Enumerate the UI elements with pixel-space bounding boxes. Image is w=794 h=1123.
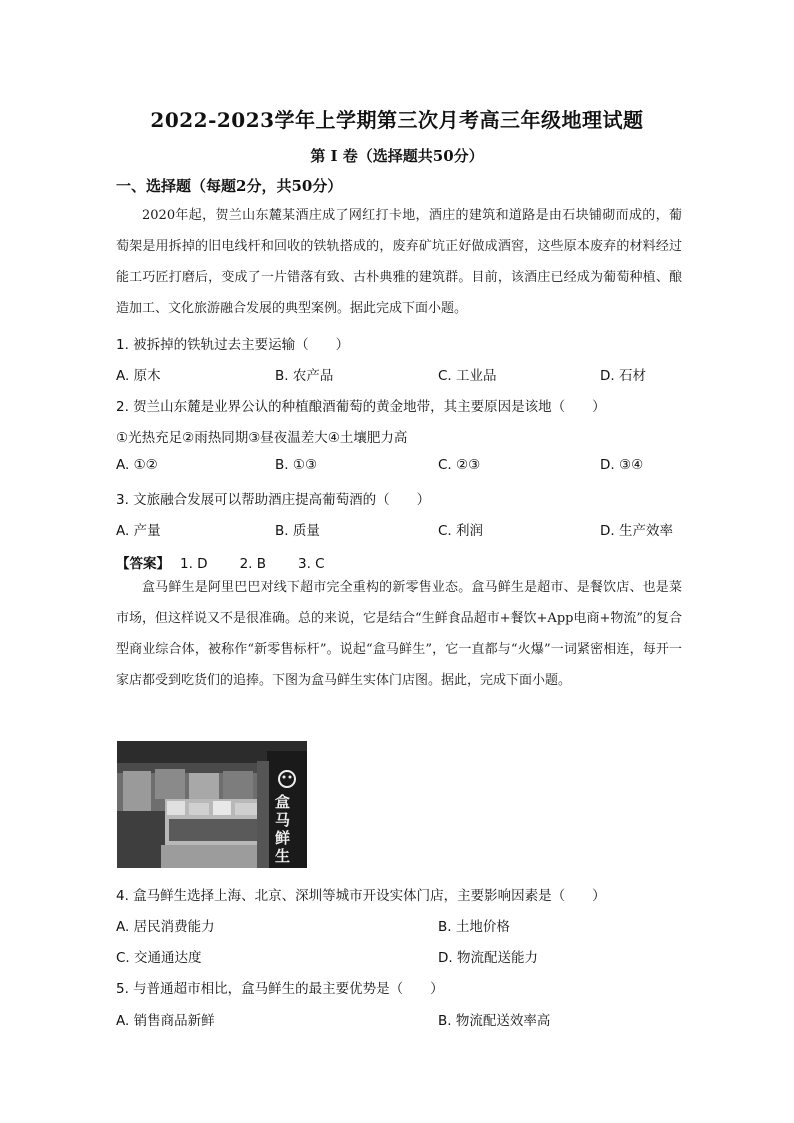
q1-option-d: D. 石材 [600,368,646,384]
answer-line [116,552,347,572]
store-photo [117,741,307,868]
answer-item: 3. C [298,556,325,572]
q1-option-b: B. 农产品 [275,368,334,384]
q4-option-d: D. 物流配送能力 [438,950,538,966]
question-3: 3. 文旅融合发展可以帮助酒庄提高葡萄酒的（ ） [116,492,431,508]
q2-option-c: C. ②③ [438,457,481,473]
q3-option-a: A. 产量 [116,523,161,539]
question-1: 1. 被拆掉的铁轨过去主要运输（ ） [116,337,350,353]
q5-option-b: B. 物流配送效率高 [438,1013,551,1029]
answer-item: 2. B [239,556,267,572]
q2-option-a: A. ①② [116,457,158,473]
question-4: 4. 盒马鲜生选择上海、北京、深圳等城市开设实体门店，主要影响因素是（ ） [116,888,606,904]
q4-option-a: A. 居民消费能力 [116,919,215,935]
exam-title: 2022-2023学年上学期第三次月考高三年级地理试题 [150,108,644,132]
q1-option-c: C. 工业品 [438,368,497,384]
store-sign-text: 盒马鲜生 [275,793,291,865]
passage-hema: 盒马鲜生是阿里巴巴对线下超市完全重构的新零售业态。盒马鲜生是超市、是餐饮店、也是菜市场，但这样说又不是很准确。总的来说，它是结合“生鲜食品超市+餐饮+App电商+物流”的复合型商业综合体，被称作“新零售标杆”。说起“盒马鲜生”，它一直都与“火爆”一词紧密相连，每开一家店都受到吃货们的追捧。下图为盒马鲜生实体门店图。据此，完成下面小题。 [116,580,683,688]
question-5: 5. 与普通超市相比，盒马鲜生的最主要优势是（ ） [116,981,444,997]
question-2: 2. 贺兰山东麓是业界公认的种植酿酒葡萄的黄金地带，其主要原因是该地（ ） [116,399,606,415]
q1-option-a: A. 原木 [116,368,161,384]
question-2-statements: ①光热充足②雨热同期③昼夜温差大④土壤肥力高 [116,430,408,446]
q4-option-b: B. 土地价格 [438,919,510,935]
q3-option-c: C. 利润 [438,523,484,539]
answer-item: 1. D [180,556,208,572]
q3-option-b: B. 质量 [275,523,320,539]
q2-option-d: D. ③④ [600,457,644,473]
q2-option-b: B. ①③ [275,457,318,473]
passage-winery: 2020年起，贺兰山东麓某酒庄成了网红打卡地，酒庄的建筑和道路是由石块铺砌而成的，葡萄架是用拆掉的旧电线杆和回收的铁轨搭成的，废弃矿坑正好做成酒窖，这些原本废弃的材料经过能工巧匠打磨后，变成了一片错落有致、古朴典雅的建筑群。目前，该酒庄已经成为葡萄种植、酿造加工、文化旅游融合发展的典型案例。据此完成下面小题。 [116,208,682,316]
exam-subtitle: 第 I 卷（选择题共50分） [310,147,484,165]
answer-tag: 【答案】 [116,556,170,572]
section-heading: 一、选择题（每题2分，共50分） [116,177,343,195]
q4-option-c: C. 交通通达度 [116,950,202,966]
q5-option-a: A. 销售商品新鲜 [116,1013,215,1029]
q3-option-d: D. 生产效率 [600,523,673,539]
